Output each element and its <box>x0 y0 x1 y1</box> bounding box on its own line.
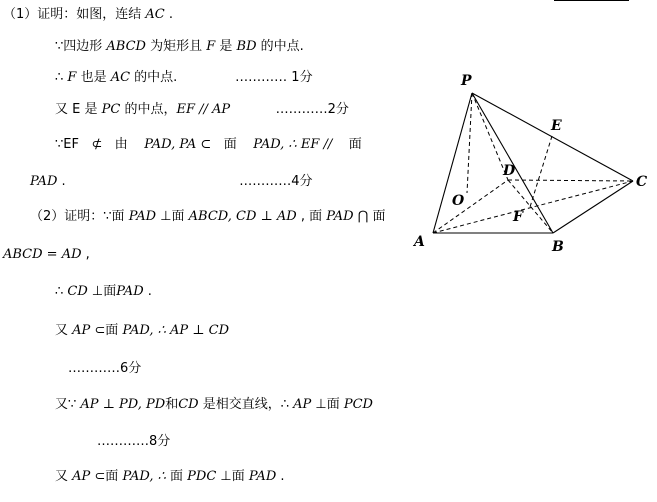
text-segment: 又 <box>55 469 73 484</box>
math-expression: F <box>67 70 77 85</box>
label-a: A <box>414 234 425 250</box>
text-segment: . <box>276 469 285 484</box>
math-expression: PC <box>101 102 121 117</box>
text-segment: 是 <box>215 39 237 54</box>
solution-line-11 <box>68 360 141 378</box>
solution-line-13 <box>97 433 170 451</box>
math-expression: PAD, ∴ AP ⊥ CD <box>122 323 230 338</box>
solution-line-1 <box>3 6 173 24</box>
solution-line-7 <box>30 208 386 226</box>
solution-line-6 <box>30 173 312 191</box>
math-expression: PAD <box>128 209 157 224</box>
text-segment: , <box>81 247 90 262</box>
edge-ad <box>433 180 508 233</box>
text-segment: 又 <box>55 323 73 338</box>
math-expression: PDC <box>187 469 217 484</box>
math-expression: AP <box>72 323 91 338</box>
text-segment: …………8分 <box>97 434 171 449</box>
text-segment: ⊥面 <box>216 469 249 484</box>
edge-pc <box>472 93 633 181</box>
solution-line-9 <box>55 283 152 301</box>
text-segment: ⊥面 <box>87 284 117 299</box>
text-segment: 为矩形且 <box>145 39 207 54</box>
math-expression: AC <box>145 7 165 22</box>
solution-line-10 <box>55 322 229 340</box>
math-expression: AP <box>293 397 312 412</box>
text-segment: 也是 <box>76 70 111 85</box>
math-expression: ABCD <box>106 39 146 54</box>
text-segment: 面 <box>165 469 188 484</box>
solution-line-3 <box>55 69 313 87</box>
text-segment: …………4分 <box>65 174 313 189</box>
text-segment: ………… 1分 <box>177 70 313 85</box>
text-segment: 又 E 是 <box>55 102 102 117</box>
pyramid-figure <box>405 60 655 260</box>
math-expression: PAD <box>30 174 58 189</box>
edge-pa <box>433 93 472 233</box>
edge-bc <box>553 181 633 233</box>
solution-line-4 <box>55 101 349 119</box>
text-segment: 面 <box>211 137 254 152</box>
text-segment: …………2分 <box>230 102 349 117</box>
solution-line-14 <box>55 468 285 486</box>
math-expression: PAD, PA ⊂ <box>144 137 212 152</box>
text-segment: 面 <box>332 137 362 152</box>
math-expression: PCD <box>343 397 373 412</box>
math-expression: ABCD = AD <box>3 247 82 262</box>
math-expression: AC <box>110 70 131 85</box>
solution-line-5 <box>55 136 362 154</box>
text-segment: . <box>143 284 152 299</box>
text-segment: , 面 <box>296 209 327 224</box>
text-segment: （2）证明：∵面 <box>30 209 129 224</box>
solution-line-8 <box>3 246 90 264</box>
math-expression: PAD <box>248 469 277 484</box>
text-segment: 的中点， <box>120 102 177 117</box>
label-b: B <box>552 239 564 255</box>
math-expression: PAD <box>326 209 354 224</box>
math-expression: ABCD, CD ⊥ AD <box>188 209 297 224</box>
solution-line-2 <box>55 38 304 56</box>
text-segment: ⊥面 <box>311 397 344 412</box>
text-segment: ∴ <box>55 70 68 85</box>
math-expression: CD <box>178 397 199 412</box>
text-segment: ⊥面 <box>156 209 189 224</box>
math-expression: PAD, ∴ EF // <box>253 137 333 152</box>
label-p: P <box>461 73 472 89</box>
text-segment: 的中点. <box>130 70 178 85</box>
label-d: D <box>503 163 516 179</box>
text-segment: ⋂ 面 <box>353 209 386 224</box>
text-segment: 又∵ <box>55 397 81 412</box>
text-segment: （1）证明：如图，连结 <box>3 7 146 22</box>
solution-line-12 <box>55 396 373 414</box>
math-expression: BD <box>236 39 257 54</box>
edge-dc <box>508 180 633 181</box>
math-expression: AP <box>72 469 91 484</box>
text-segment: 是相交直线，∴ <box>198 397 294 412</box>
text-segment: ⊂面 <box>90 323 123 338</box>
top-divider <box>554 0 629 3</box>
math-expression: F <box>206 39 216 54</box>
math-expression: PAD <box>116 284 144 299</box>
text-segment: 和 <box>165 397 179 412</box>
label-f: F <box>513 209 523 225</box>
math-expression: EF // AP <box>176 102 231 117</box>
text-segment: ∵四边形 <box>55 39 107 54</box>
label-c: C <box>636 174 648 190</box>
math-expression: PAD, ∴ <box>122 469 166 484</box>
text-segment: ∴ <box>55 284 68 299</box>
segment-ef <box>530 136 552 207</box>
label-o: O <box>452 193 465 209</box>
text-segment: . <box>57 174 66 189</box>
text-segment: …………6分 <box>68 361 142 376</box>
text-segment: . <box>164 7 174 22</box>
math-expression: AP ⊥ PD, PD <box>80 397 166 412</box>
text-segment: ⊂面 <box>90 469 123 484</box>
text-segment: 的中点. <box>256 39 304 54</box>
text-segment: ∵EF ⊄ 由 <box>55 137 145 152</box>
math-expression: CD <box>67 284 88 299</box>
label-e: E <box>551 118 562 134</box>
